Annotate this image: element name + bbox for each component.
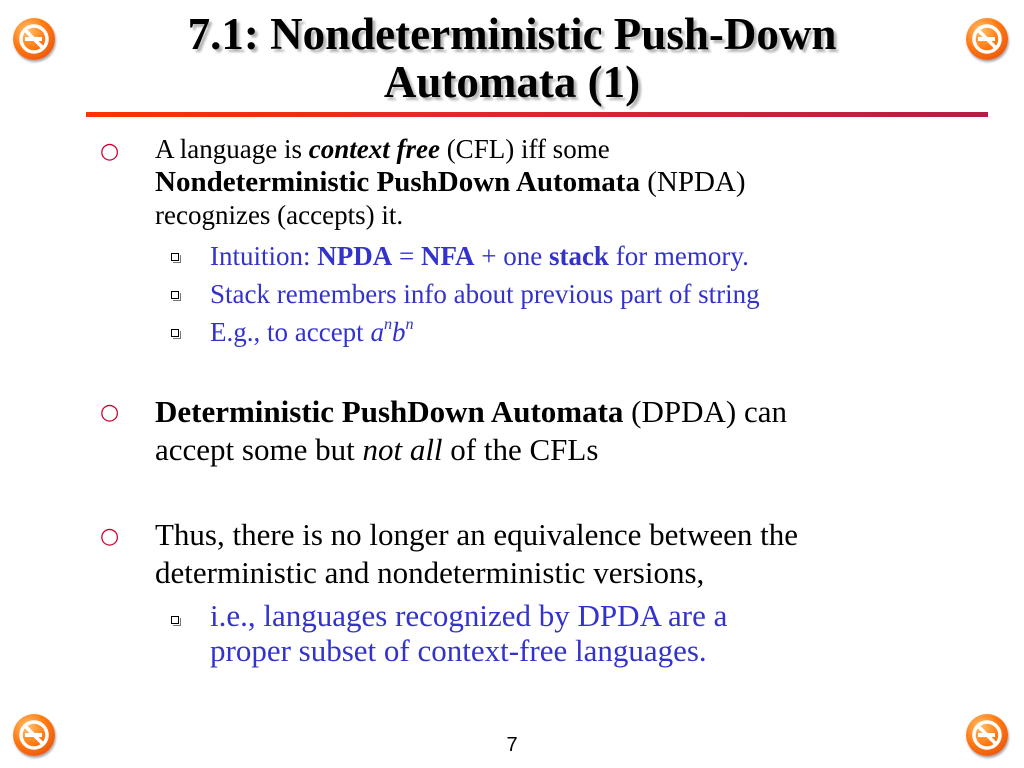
hollow-square-bullet-icon	[171, 329, 179, 337]
title-divider	[86, 112, 988, 117]
hollow-circle-bullet-icon: ○	[100, 139, 120, 164]
bullet-3	[155, 516, 985, 592]
bullet-1-line-1: A language is context free (CFL) iff some	[155, 134, 610, 164]
term-npda: Nondeterministic PushDown Automata	[155, 166, 640, 198]
bullet-2	[155, 393, 985, 469]
hollow-square-bullet-icon	[171, 616, 179, 624]
sub-bullet-example: E.g., to accept $a^nb^n$	[210, 315, 414, 347]
page-number: 7	[506, 734, 518, 756]
sub-bullet-proper-subset	[210, 598, 980, 668]
sub-bullet-stack: Stack remembers info about previous part of string	[210, 279, 760, 309]
emphasis-not-all: not all	[362, 432, 443, 467]
bullet-1	[155, 133, 985, 232]
title-line-2: Automata (1)	[383, 57, 641, 107]
hollow-square-bullet-icon	[171, 291, 179, 299]
bullet-3-line-2: deterministic and nondeterministic versions,	[155, 555, 705, 590]
sub-bullet-proper-subset-line-2: proper subset of context-free languages.	[210, 633, 707, 668]
hollow-square-bullet-icon	[171, 253, 179, 261]
bullet-2-line-2: accept some but not all of the CFLs	[155, 432, 599, 467]
bullet-1-line-3: recognizes (accepts) it.	[155, 200, 404, 230]
term-dpda: Deterministic PushDown Automata	[155, 394, 624, 429]
sub-bullet-intuition: Intuition: NPDA = NFA + one stack for memory.	[210, 241, 749, 271]
no-smoking-icon	[966, 18, 1008, 60]
title-line-1: 7.1: Nondeterministic Push-Down	[187, 9, 837, 59]
emphasis-context-free: context free	[308, 134, 440, 164]
hollow-circle-bullet-icon: ○	[100, 524, 120, 549]
bullet-2-line-1: Deterministic PushDown Automata (DPDA) can	[155, 394, 787, 429]
sub-bullet-proper-subset-line-1: i.e., languages recognized by DPDA are a	[210, 598, 728, 633]
bullet-3-line-1: Thus, there is no longer an equivalence between the	[155, 517, 799, 552]
slide-title	[80, 10, 944, 106]
no-smoking-icon	[13, 18, 55, 60]
bullet-1-line-2: Nondeterministic PushDown Automata (NPDA)	[155, 166, 746, 198]
hollow-circle-bullet-icon: ○	[100, 400, 120, 425]
